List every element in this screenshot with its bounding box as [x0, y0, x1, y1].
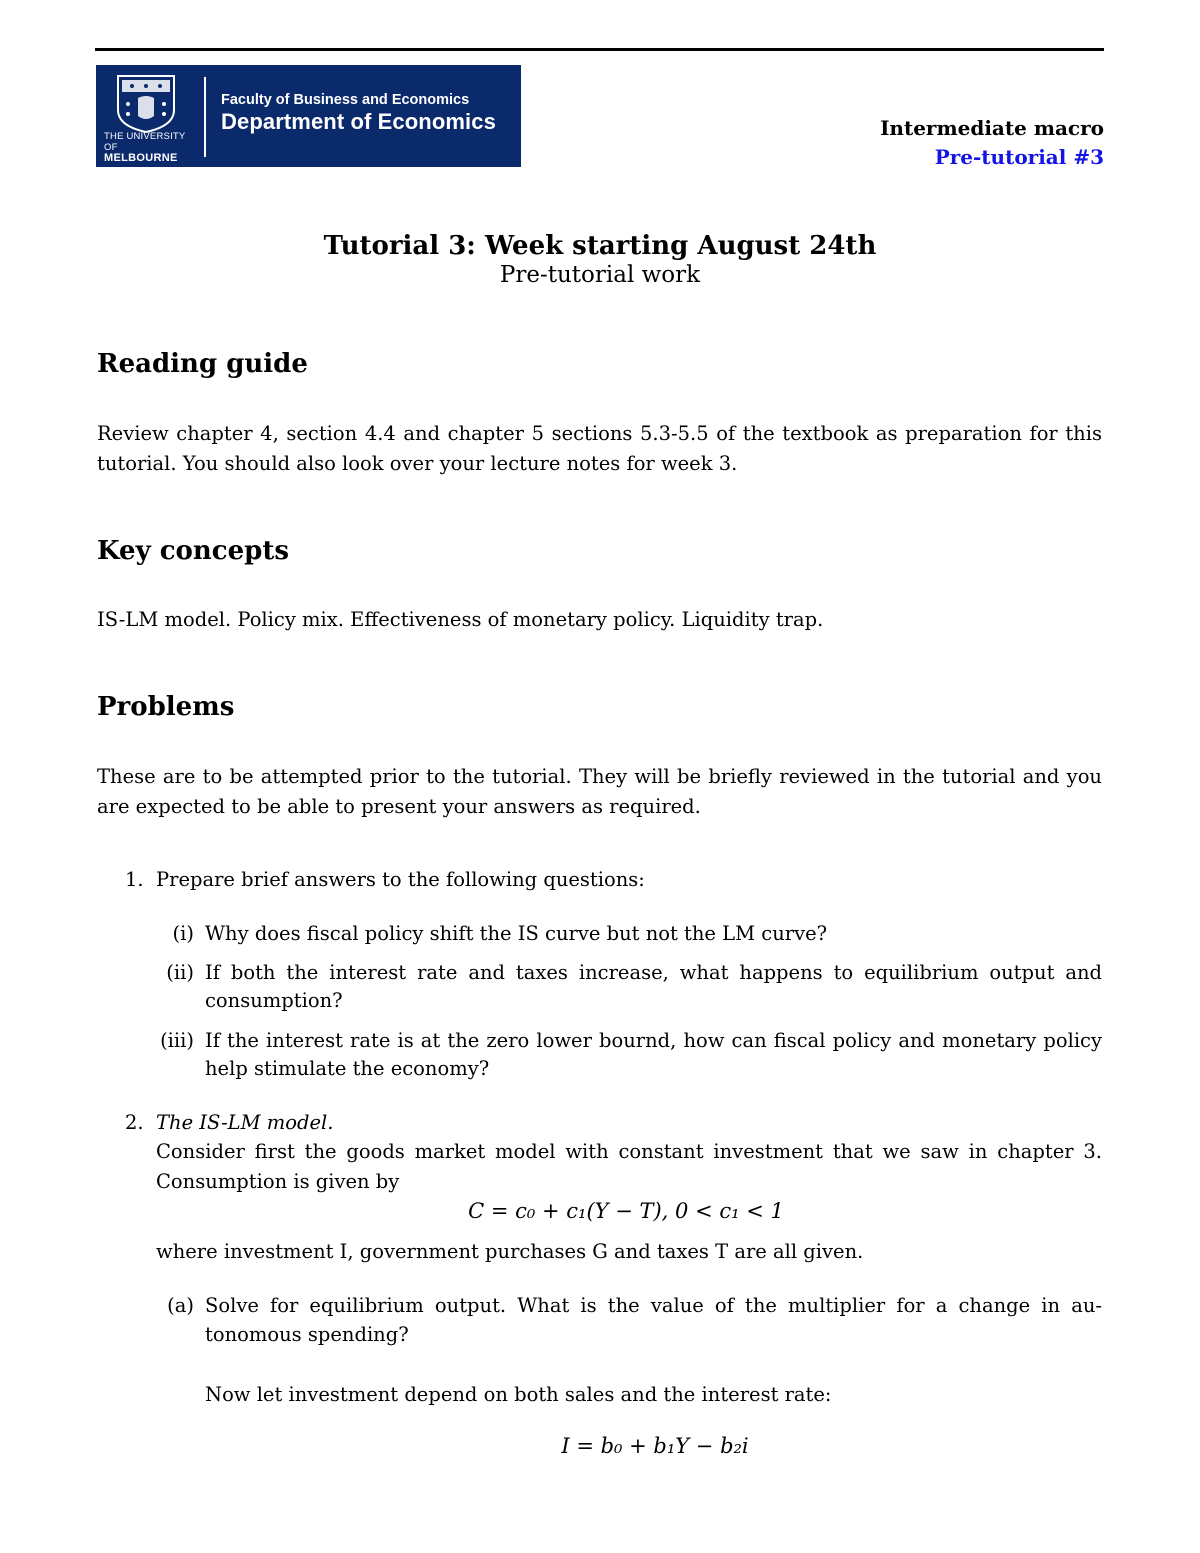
- course-name: Intermediate macro: [880, 116, 1104, 140]
- q1-iii-label: (iii): [160, 1029, 194, 1052]
- q2-number: 2.: [125, 1111, 144, 1134]
- pretutorial-number: Pre-tutorial #3: [934, 145, 1104, 169]
- department-name: Department of Economics: [221, 109, 496, 134]
- q2-title: The IS-LM model.: [156, 1111, 334, 1134]
- logo-divider: [204, 77, 206, 157]
- q2-where: where investment I, government purchases G and taxes T are all given.: [156, 1240, 864, 1263]
- qa-line-2: tonomous spending?: [205, 1323, 409, 1346]
- q1-ii-label: (ii): [166, 961, 194, 984]
- q1-ii-line-1: If both the interest rate and taxes increase, what happens to equilibrium output and: [205, 961, 1102, 984]
- uni-line-2: MELBOURNE: [104, 152, 178, 164]
- q1-iii-line-2: help stimulate the economy?: [205, 1057, 490, 1080]
- q2-line-1: Consider first the goods market model with constant investment that we saw in chapter 3.: [156, 1140, 1102, 1163]
- q1-iii-line-1: If the interest rate is at the zero lower bournd, how can fiscal policy and monetary policy: [205, 1029, 1102, 1052]
- page-subtitle: Pre-tutorial work: [499, 262, 701, 288]
- key-concepts-heading: Key concepts: [97, 536, 290, 566]
- qa-now-text: Now let investment depend on both sales and the interest rate:: [205, 1383, 832, 1406]
- consumption-equation: C = c₀ + c₁(Y − T), 0 < c₁ < 1: [468, 1199, 784, 1223]
- qa-line-1: Solve for equilibrium output. What is the value of the multiplier for a change in au-: [205, 1294, 1102, 1317]
- university-wordmark: [104, 131, 194, 164]
- qa-label: (a): [167, 1294, 194, 1317]
- problems-intro: These are to be attempted prior to the tutorial. They will be briefly reviewed in the tutorial and you are expected to be able to present your answers as required.: [97, 765, 1102, 818]
- key-concepts-text: IS-LM model. Policy mix. Effectiveness of monetary policy. Liquidity trap.: [97, 608, 824, 631]
- reading-guide-text: Review chapter 4, section 4.4 and chapter 5 sections 5.3-5.5 of the textbook as preparation for this tutorial. You should also look over your lecture notes for week 3.: [97, 422, 1102, 475]
- faculty-name: Faculty of Business and Economics: [221, 92, 470, 108]
- q1-i-label: (i): [172, 922, 194, 945]
- uni-line-1: THE UNIVERSITY OF: [104, 131, 186, 153]
- q1-text: Prepare brief answers to the following questions:: [156, 868, 645, 891]
- q1-number: 1.: [125, 868, 144, 891]
- q2-line-2: Consumption is given by: [156, 1170, 400, 1193]
- q1-i-text: Why does fiscal policy shift the IS curve but not the LM curve?: [205, 922, 828, 945]
- q1-ii-line-2: consumption?: [205, 989, 343, 1012]
- top-rule: [95, 48, 1104, 51]
- investment-equation: I = b₀ + b₁Y − b₂i: [561, 1434, 749, 1458]
- reading-guide-heading: Reading guide: [97, 349, 308, 379]
- page-title: Tutorial 3: Week starting August 24th: [323, 231, 877, 261]
- problems-heading: Problems: [97, 692, 235, 722]
